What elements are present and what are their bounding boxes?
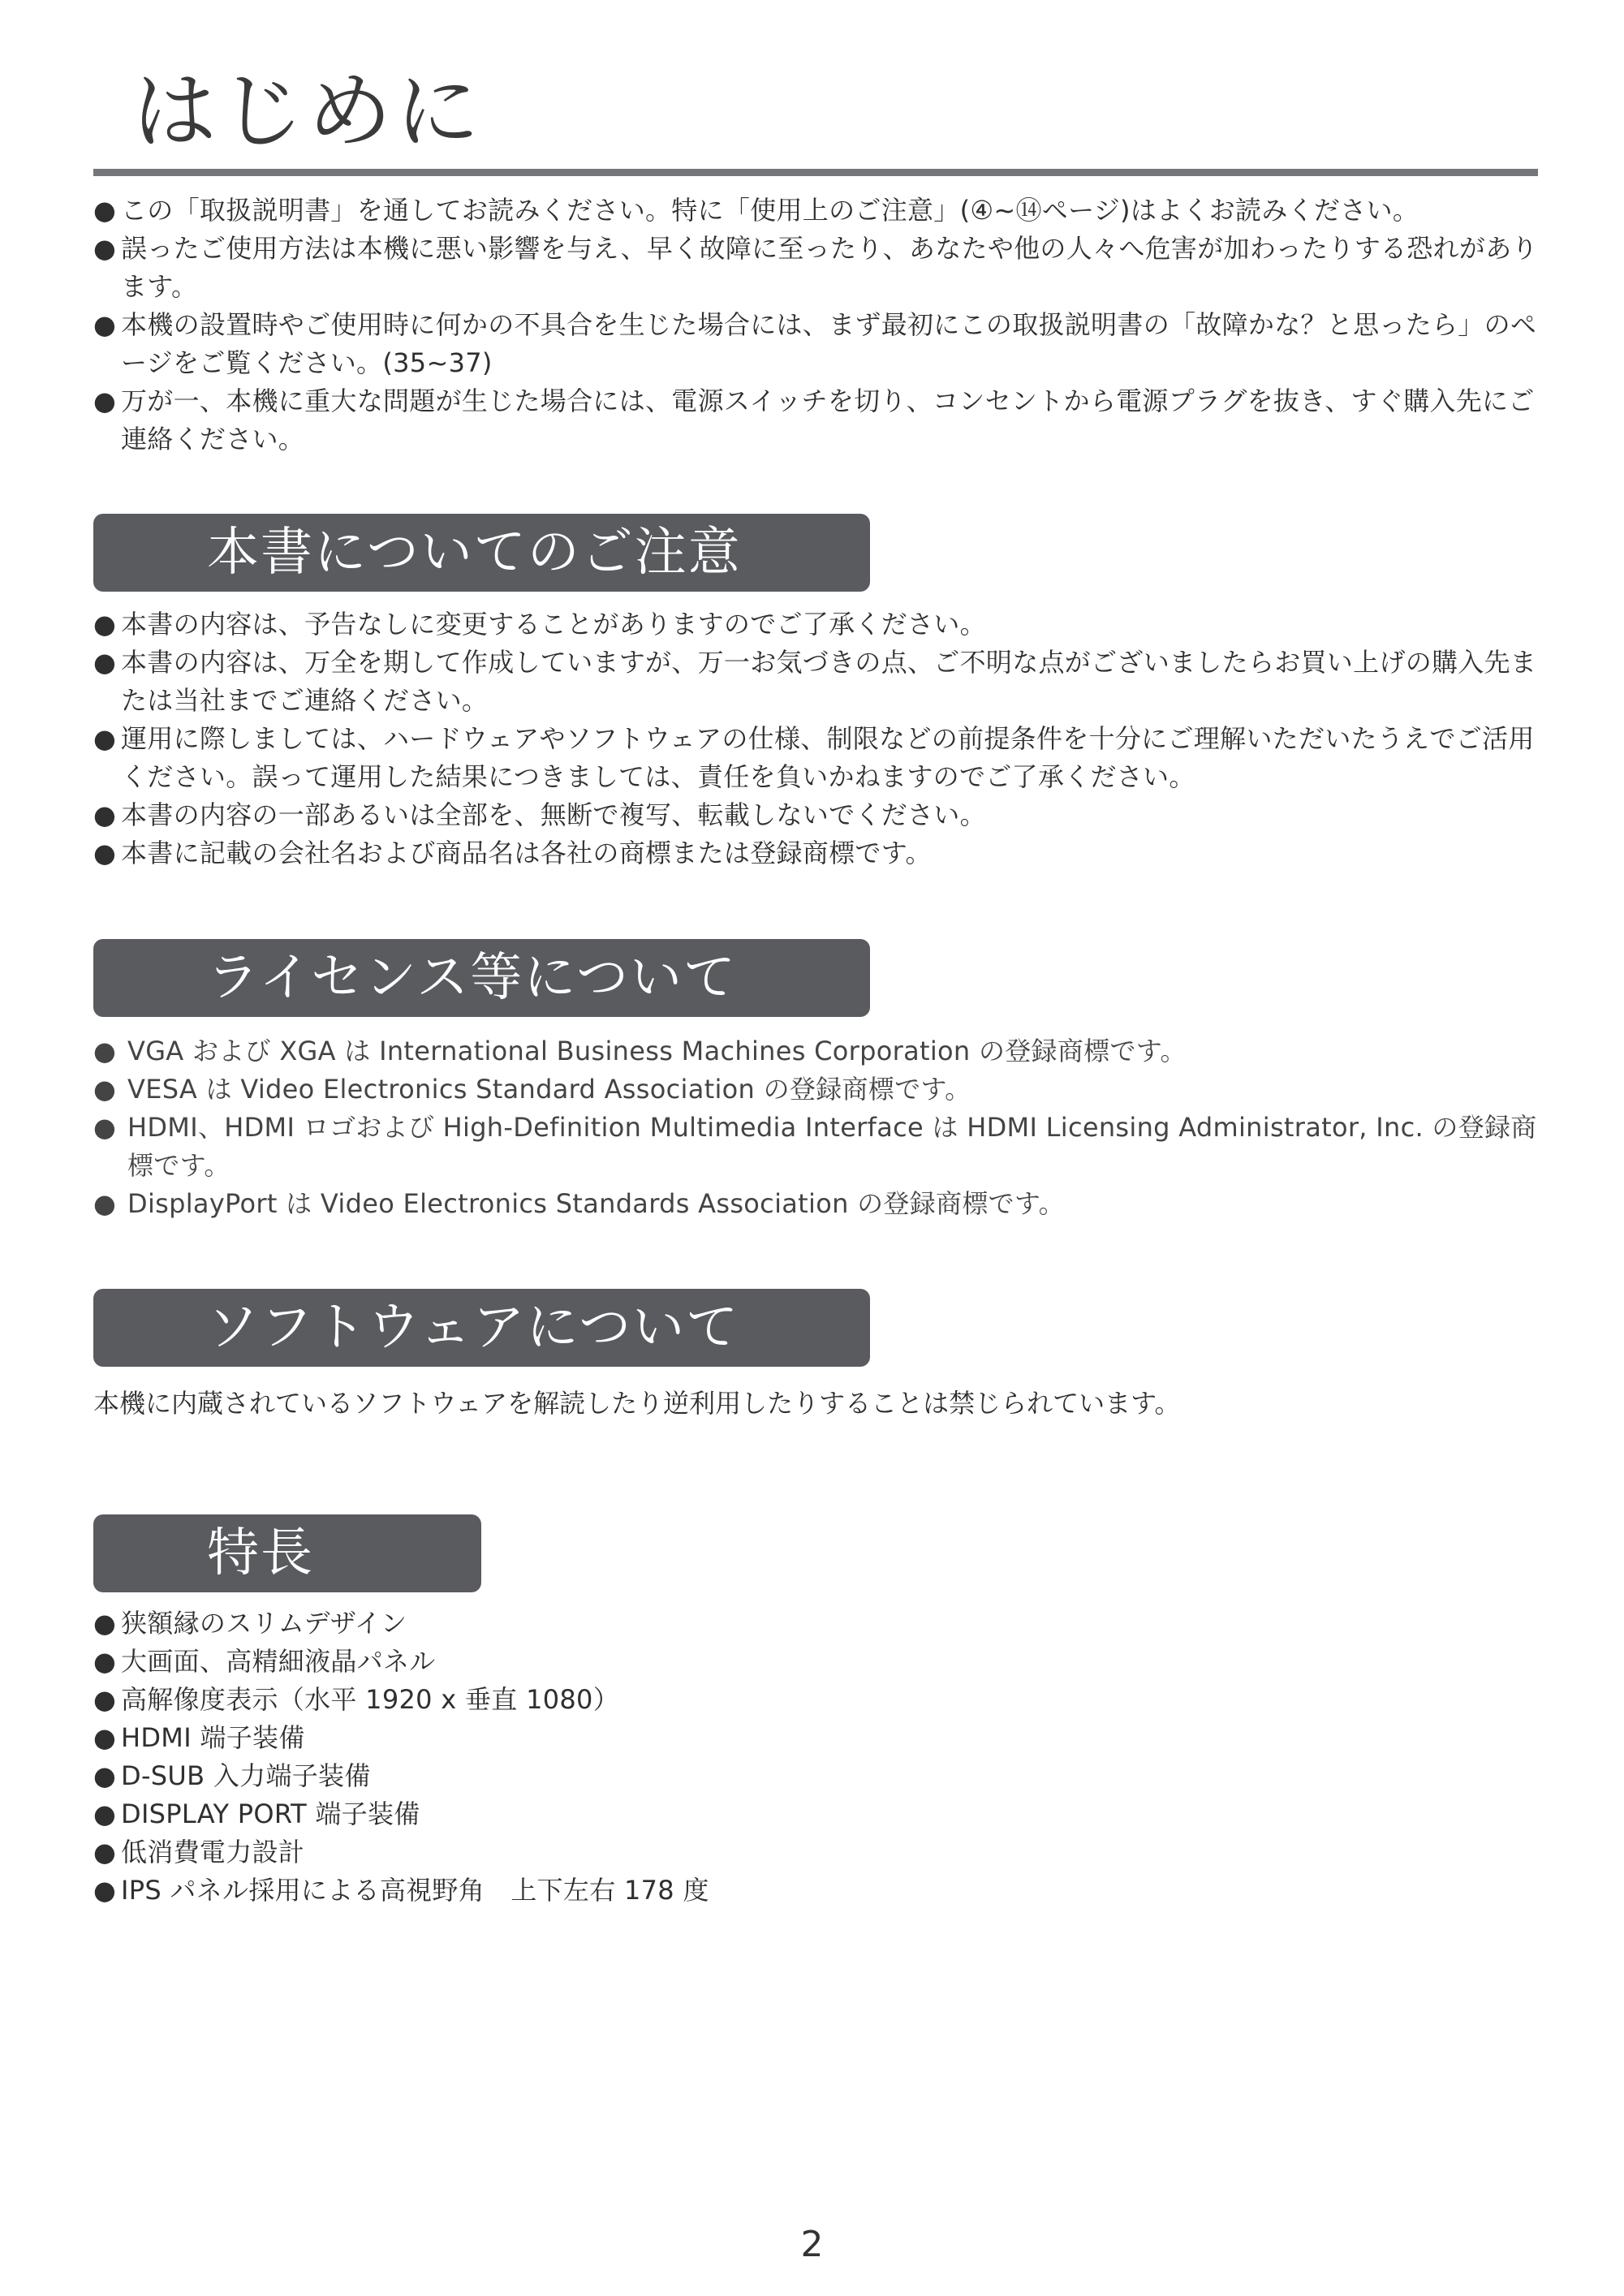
list-item: ● 本書の内容の一部あるいは全部を、無断で複写、転載しないでください。 xyxy=(93,796,1546,834)
bullet-icon: ● xyxy=(93,309,117,340)
bullet-icon: ● xyxy=(93,1608,117,1639)
list-item: ● 誤ったご使用方法は本機に悪い影響を与え、早く故障に至ったり、あなたや他の人々へ危害が加わったりする恐れがあります。 xyxy=(93,230,1546,306)
section-header-software: ソフトウェアについて xyxy=(93,1289,870,1367)
bullet-icon: ● xyxy=(93,1036,117,1066)
list-item: ● 本書に記載の会社名および商品名は各社の商標または登録商標です。 xyxy=(93,834,1546,872)
list-item: ● HDMI、HDMI ロゴおよび High-Definition Multimedia Interface は HDMI Licensing Administrator, Inc. の登録商標です。 xyxy=(93,1109,1546,1185)
intro-list xyxy=(93,192,1546,459)
bullet-icon: ● xyxy=(93,609,117,640)
bullet-icon: ● xyxy=(93,386,117,416)
list-item: ● DisplayPort は Video Electronics Standards Association の登録商標です。 xyxy=(93,1185,1546,1223)
list-item: ● VGA および XGA は International Business Machines Corporation の登録商標です。 xyxy=(93,1032,1546,1070)
features-list xyxy=(93,1605,1546,1910)
software-text: 本機に内蔵されているソフトウェアを解読したり逆利用したりすることは禁じられています。 xyxy=(93,1388,1181,1419)
list-item: ● 大画面、高精細液晶パネル xyxy=(93,1643,1546,1681)
bullet-icon: ● xyxy=(93,1760,117,1791)
list-item: ● VESA は Video Electronics Standard Association の登録商標です。 xyxy=(93,1070,1546,1109)
list-item: ● IPS パネル採用による高視野角 上下左右 178 度 xyxy=(93,1872,1546,1910)
bullet-icon: ● xyxy=(93,1798,117,1829)
list-item: ● 低消費電力設計 xyxy=(93,1833,1546,1872)
list-item: ● 高解像度表示（水平 1920 x 垂直 1080） xyxy=(93,1681,1546,1719)
section-header-features: 特長 xyxy=(93,1514,481,1592)
bullet-icon: ● xyxy=(93,1684,117,1715)
list-item: ● 本書の内容は、万全を期して作成していますが、万一お気づきの点、ご不明な点がございましたらお買い上げの購入先または当社までご連絡ください。 xyxy=(93,644,1546,720)
notice-list xyxy=(93,605,1546,872)
bullet-icon: ● xyxy=(93,233,117,264)
list-item: ● この「取扱説明書」を通してお読みください。特に「使用上のご注意」(④~⑭ページ)はよくお読みください。 xyxy=(93,192,1546,230)
bullet-icon: ● xyxy=(93,1188,117,1219)
bullet-icon: ● xyxy=(93,1875,117,1906)
bullet-icon: ● xyxy=(93,1074,117,1105)
bullet-icon: ● xyxy=(93,838,117,868)
list-item: ● 運用に際しましては、ハードウェアやソフトウェアの仕様、制限などの前提条件を十分にご理解いただいたうえでご活用ください。誤って運用した結果につきましては、責任を負いかねますのでご了承ください。 xyxy=(93,720,1546,796)
title-rule xyxy=(93,169,1538,176)
list-item: ● 狭額縁のスリムデザイン xyxy=(93,1605,1546,1643)
bullet-icon: ● xyxy=(93,1722,117,1753)
list-item: ● DISPLAY PORT 端子装備 xyxy=(93,1795,1546,1833)
bullet-icon: ● xyxy=(93,1837,117,1867)
list-item: ● 本書の内容は、予告なしに変更することがありますのでご了承ください。 xyxy=(93,605,1546,644)
list-item: ● HDMI 端子装備 xyxy=(93,1719,1546,1757)
list-item: ● D-SUB 入力端子装備 xyxy=(93,1757,1546,1795)
bullet-icon: ● xyxy=(93,799,117,830)
page-number: 2 xyxy=(800,2224,824,2265)
bullet-icon: ● xyxy=(93,723,117,754)
bullet-icon: ● xyxy=(93,647,117,678)
bullet-icon: ● xyxy=(93,1646,117,1677)
section-header-notice: 本書についてのご注意 xyxy=(93,514,870,592)
section-header-license: ライセンス等について xyxy=(93,939,870,1017)
bullet-icon: ● xyxy=(93,195,117,226)
license-list xyxy=(93,1032,1546,1223)
list-item: ● 本機の設置時やご使用時に何かの不具合を生じた場合には、まず最初にこの取扱説明書の「故障かな？と思ったら」のページをご覧ください。(35~37) xyxy=(93,306,1546,382)
list-item: ● 万が一、本機に重大な問題が生じた場合には、電源スイッチを切り、コンセントから電源プラグを抜き、すぐ購入先にご連絡ください。 xyxy=(93,382,1546,459)
bullet-icon: ● xyxy=(93,1112,117,1143)
page-title: はじめに xyxy=(132,62,484,161)
